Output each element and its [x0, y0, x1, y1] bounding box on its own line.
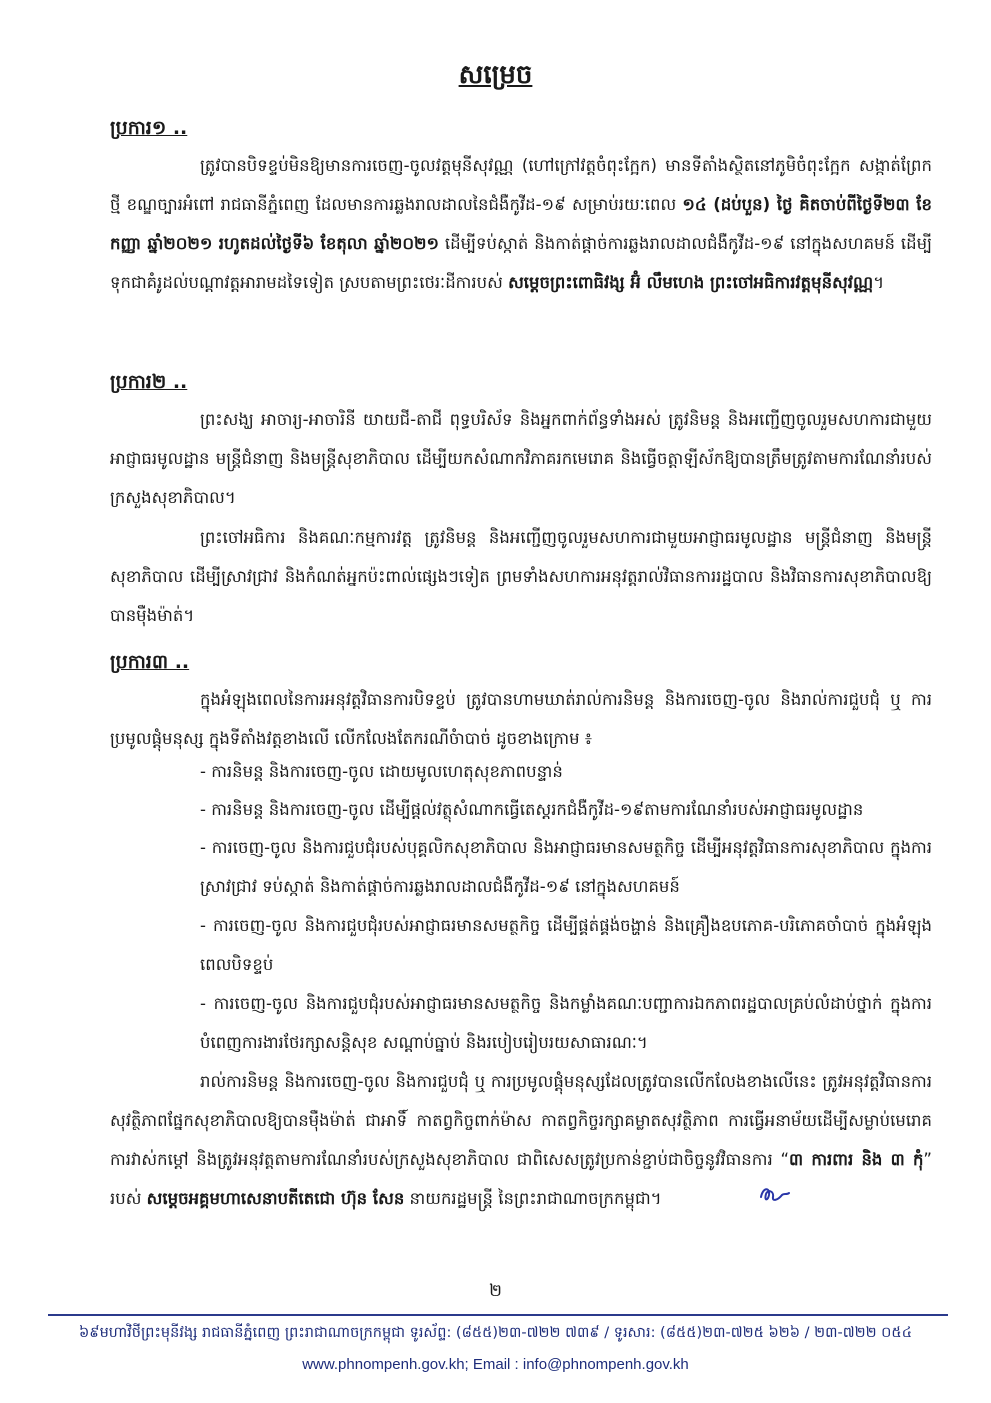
decision-title: សម្រេច	[458, 60, 533, 90]
article-1-text-a: ត្រូវបានបិទខ្ទប់មិនឱ្យមានការចេញ-ចូលវត្តមុនីសុវណ្ណ (ហៅក្រៅវត្តចំពុះក្អែក) មានទីតាំងស្ថិតនៅភូមិចំពុះក្អែក សង្កាត់ព្រែកថ្មី ខណ្ឌច្បារអំពៅ រាជធានីភ្នំពេញ ដែលមានការឆ្លងរាលដាលនៃជំងឺកូវីដ-១៩ សម្រាប់រយៈពេល	[110, 156, 932, 214]
article-1-text-c: ដើម្បីទប់ស្កាត់ និងកាត់ផ្តាច់ការឆ្លងរាលដាលជំងឺកូវីដ-១៩ នៅក្នុងសហគមន៍ ដើម្បីទុកជាគំរូដល់បណ្តាវត្តអារាមដទៃទៀត ស្របតាមព្រះថេរៈដីការបស់	[110, 234, 932, 292]
initial-signature-icon	[668, 1180, 792, 1219]
three-protect-three-dont: ៣ ការពារ និង ៣ កុំ	[789, 1150, 924, 1169]
article-2-para-1: ព្រះសង្ឃ អាចារ្យ-អាចារិនី យាយជី-តាជី ពុទ្ធបរិស័ទ និងអ្នកពាក់ព័ន្ធទាំងអស់ ត្រូវនិមន្ត និងអញ្ជើញចូលរួមសហការជាមួយអាជ្ញាធរមូលដ្ឋាន មន្ត្រីជំនាញ និងមន្ត្រីសុខាភិបាល ដើម្បីយកសំណាកវិភាគរកមេរោគ និងធ្វើចត្តាឡីស័កឱ្យបានត្រឹមត្រូវតាមការណែនាំរបស់ក្រសួងសុខាភិបាល។	[110, 410, 932, 507]
article-3-closing-e: នាយករដ្ឋមន្ត្រី នៃព្រះរាជាណាចក្រកម្ពុជា។	[404, 1189, 662, 1208]
footer-website-email: www.phnompenh.gov.kh; Email : info@phnompenh.gov.kh	[302, 1356, 689, 1373]
article-1-dates: ១៤ (ដប់បួន) ថ្ងៃ គិតចាប់ពីថ្ងៃទី២៣ ខែកញ្ញា ឆ្នាំ២០២១ រហូតដល់ថ្ងៃទី៦ ខែតុលា ឆ្នាំ២០២១	[110, 195, 933, 253]
article-2-heading: ប្រការ២ ..	[110, 371, 188, 393]
article-3-closing-c: ” របស់	[110, 1150, 932, 1208]
article-3-bullet-3: - ការចេញ-ចូល និងការជួបជុំរបស់បុគ្គលិកសុខាភិបាល និងអាជ្ញាធរមានសមត្ថកិច្ច ដើម្បីអនុវត្តវិធានការសុខាភិបាល ក្នុងការស្រាវជ្រាវ ទប់ស្កាត់ និងកាត់ផ្តាច់ការឆ្លងរាលដាលជំងឺកូវីដ-១៩ នៅក្នុងសហគមន៍	[200, 838, 932, 896]
article-3-closing	[110, 1062, 932, 1219]
article-3-bullet-1: - ការនិមន្ត និងការចេញ-ចូល ដោយមូលហេតុសុខភាពបន្ទាន់	[200, 762, 563, 781]
article-1-abbot: សម្តេចព្រះពោធិវង្ស អ៊ំ លឹមហេង ព្រះចៅអធិការវត្តមុនីសុវណ្ណ	[508, 273, 874, 292]
article-3-intro: ក្នុងអំឡុងពេលនៃការអនុវត្តវិធានការបិទខ្ទប់ ត្រូវបានហាមឃាត់រាល់ការនិមន្ត និងការចេញ-ចូល និងរាល់ការជួបជុំ ឬ ការប្រមូលផ្តុំមនុស្ស ក្នុងទីតាំងវត្តខាងលើ លើកលែងតែករណីចំាបាច់ ដូចខាងក្រោម ៖	[110, 690, 932, 748]
article-3-closing-a: រាល់ការនិមន្ត និងការចេញ-ចូល និងការជួបជុំ ឬ ការប្រមូលផ្តុំមនុស្សដែលត្រូវបានលើកលែងខាងលើនេះ ត្រូវអនុវត្តវិធានការសុវត្ថិភាពផ្នែកសុខាភិបាលឱ្យបានម៉ឺងម៉ាត់ ជាអាទិ៍ កាតព្វកិច្ចពាក់ម៉ាស កាតព្វកិច្ចរក្សាគម្លាតសុវត្ថិភាព ការធ្វើអនាម័យដើម្បីសម្លាប់មេរោគ ការវាស់កម្តៅ និងត្រូវអនុវត្តតាមការណែនាំរបស់ក្រសួងសុខាភិបាល ជាពិសេសត្រូវប្រកាន់ខ្ជាប់ជាចិច្ចនូវវិធានការ “	[110, 1072, 932, 1169]
article-1-text-e: ។	[873, 273, 885, 292]
footer-divider	[48, 1314, 948, 1316]
article-1-heading: ប្រការ១ ..	[110, 117, 188, 139]
prime-minister-name: សម្តេចអគ្គមហាសេនាបតីតេជោ ហ៊ុន សែន	[146, 1189, 405, 1208]
article-3-bullet-2: - ការនិមន្ត និងការចេញ-ចូល ដើម្បីផ្តល់វត្ថុសំណាកធ្វើតេស្តរកជំងឺកូវីដ-១៩តាមការណែនាំរបស់អាជ្ញាធរមូលដ្ឋាន	[200, 800, 864, 819]
article-3-bullet-5: - ការចេញ-ចូល និងការជួបជុំរបស់អាជ្ញាធរមានសមត្ថកិច្ច និងកម្លាំងគណៈបញ្ជាការឯកភាពរដ្ឋបាលគ្រប់លំដាប់ថ្នាក់ ក្នុងការបំពេញការងារថែរក្សាសន្តិសុខ សណ្តាប់ធ្នាប់ និងរបៀបរៀបរយសាធារណៈ។	[200, 994, 932, 1052]
footer-address: ៦៩មហាវិថីព្រះមុនីវង្ស រាជធានីភ្នំពេញ ព្រះរាជាណាចក្រកម្ពុជា ទូរស័ព្ទ: (៨៥៥)២៣-៧២២ ៧៣៩ / ទូរសារ: (៨៥៥)២៣-៧២៥ ៦២៦ / ២៣-៧២២ ០៥៤	[79, 1325, 912, 1341]
article-3-bullet-4: - ការចេញ-ចូល និងការជួបជុំរបស់អាជ្ញាធរមានសមត្ថកិច្ច ដើម្បីផ្គត់ផ្គង់ចង្ហាន់ និងគ្រឿងឧបភោគ-បរិភោគចាំបាច់ ក្នុងអំឡុងពេលបិទខ្ទប់	[200, 916, 932, 974]
article-3-heading: ប្រការ៣ ..	[110, 651, 190, 673]
page-number: ២	[489, 1281, 502, 1301]
article-2-para-2: ព្រះចៅអធិការ និងគណៈកម្មការវត្ត ត្រូវនិមន្ត និងអញ្ជើញចូលរួមសហការជាមួយអាជ្ញាធរមូលដ្ឋាន មន្ត្រីជំនាញ និងមន្ត្រីសុខាភិបាល ដើម្បីស្រាវជ្រាវ និងកំណត់អ្នកប៉ះពាល់ផ្សេងៗទៀត ព្រមទាំងសហការអនុវត្តរាល់វិធានការរដ្ឋបាល និងវិធានការសុខាភិបាលឱ្យបានម៉ឺងម៉ាត់។	[110, 528, 932, 625]
article-1-text	[110, 146, 932, 302]
